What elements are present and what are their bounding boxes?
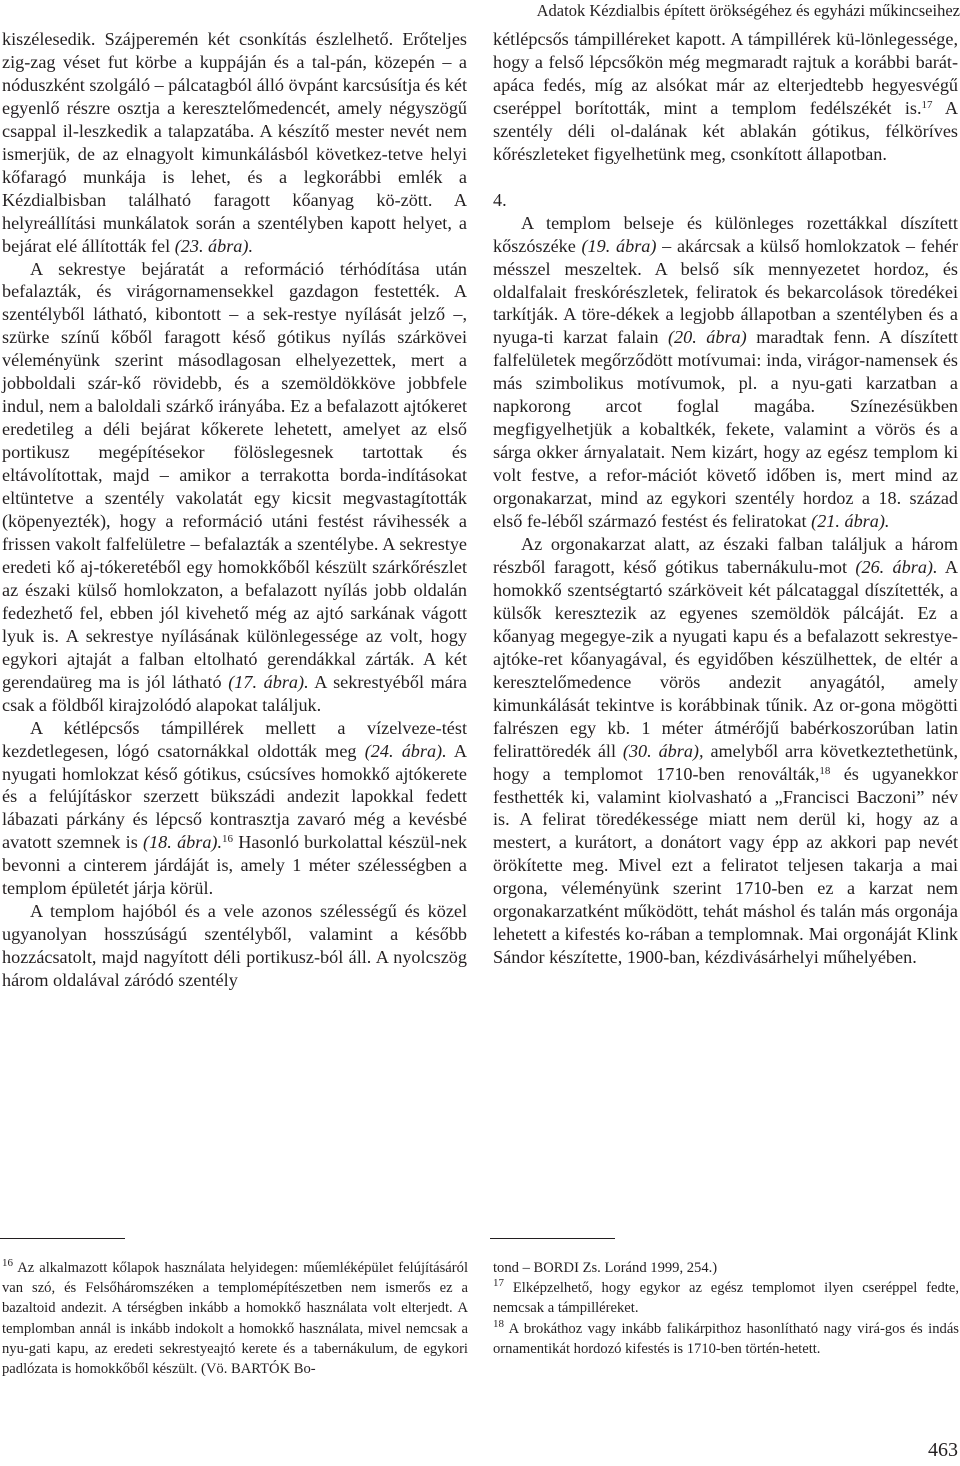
figure-reference: (26. ábra). (855, 556, 938, 577)
footnotes-right (493, 1258, 959, 1359)
footnote-number: 17 (493, 1277, 504, 1290)
paragraph: Az orgonakarzat alatt, az északi falban találjuk a három részből faragott, késő gótikus tabernákulu-mot (26. ábra). A homokkő szentségtartó szárköveit két pálcataggal díszítették, a külsők keresztezik az egyenes szemöldök pálcáját. Ez a kőanyag megegye-zik a nyugati kapu és a befalazott sekrestye-ajtóke-ret kőanyagával, és egyidőben készülhettek, de eltér a keresztelőmedence vörös andezit anyagától, amely kimunkálását tekintve is korábbinak tűnik. Az or-gona mögötti falrészen egy kb. 1 méter átmérőjű babérkoszorúban latin felirattöredék áll (30. ábra), amelyből arra következtethetünk, hogy a templomot 1710-ben renoválták,$^{18}$ és ugyanekkor festhették ki, valamint kiolvasható a „Francisci Baczoni” név is. A felirat töredékessége miatt nem derül ki, hogy az a mestert, a kurátort, a donátort vagy épp az akkori pap nevét örökítette meg. Mivel ezt a feliratot teljesen takarja a mai orgona, véleményünk szerint 1710-ben ez a karzat nem orgonakarzatként működött, tehát máshol és talán más orgonája lehetett a kifestés ko-rában a templomnak. Mai orgonáját Klink Sándor készítette, 1900-ban, kézdivásárhelyi műhelyében. (493, 534, 959, 968)
paragraph: kiszélesedik. Szájperemén két csonkítás észlelhető. Erőteljes zig-zag véset fut körbe a kuppáján és a tal-pán, közepén – a nóduszként szolgáló – pálcatagból álló övpánt karcsúsítja és két egyenlő részre osztja a keresztelőmedencét, amely négyszögű csappal il-leszkedik a talapzatába. A készítő mester nevét nem ismerjük, de az elnagyolt kimunkálásból következ-tetve helyi kőfaragó munkája is lehet, és a legkorábbi emlék a Kézdialbisban található faragott kőanyag kö-zött. A helyreállítási munkálatok során a szentélyben kapott helyet, a bejárat elé állították fel (23. ábra). (2, 29, 468, 256)
page-number: 463 (928, 1439, 958, 1461)
footnote-number: 16 (2, 1256, 13, 1269)
figure-reference: (18. ábra). (143, 832, 223, 853)
footnote-marker: 17 (921, 98, 933, 111)
footnote-18: $^{18}$ A brokáthoz vagy inkább falikárpithoz hasonlítható nagy virá-gos és indás ornamentikát hordozó kifestés is 1710-ben történ-hetett. (493, 1317, 959, 1357)
right-text-column (493, 28, 958, 969)
footnote-16-continued: tond – BORDI Zs. Loránd 1999, 254.) (493, 1260, 718, 1276)
figure-reference: (30. ábra), (622, 740, 704, 761)
figure-reference: (20. ábra) (667, 327, 747, 348)
paragraph: A templom belseje és különleges rozettákkal díszített kőszószéke (19. ábra) – akárcsak a külső homlokzatok – fehér mésszel meszeltek. A belső sík mennyezetet hordoz, és oldalfalait freskórészletek, feliratok és bekarcolások töredékei tarkítják. A töre-dékek a legjobb állapotban a szentélyben és a nyuga-ti karzat falain (20. ábra) maradtak fenn. A díszített falfelületek megőrződött motívumai: inda, virágor-namensek és más szimbolikus motívumok, pl. a nyu-gati karzatban a napkorong arcot foglal magába. Színezésükben megfigyelhetjük a kobaltkék, fekete, valamint a vörös és a sárga okker árnyalatait. Nem kizárt, hogy az egész templom ki volt festve, a refor-mációt követő időben is, mert mind az orgonakarzat, mind az egykori szentély hordoz a 18. század első fe-léből származó festést és feliratokat (21. ábra). (493, 212, 959, 532)
paragraph: kétlépcsős támpilléreket kapott. A támpillérek kü-lönlegessége, hogy a felső lépcsőkön még megmaradt rajtuk a korábbi barát-apáca fedés, míg az alsókat már az elterjedtebb hegyesvégű cseréppel borították, mint a templom fedélszékét is.$^{17}$ A szentély déli ol-dalának két ablakán gótikus, félköríves kőrészleteket figyelhetünk meg, csonkított állapotban. (493, 29, 959, 164)
footnotes-left (2, 1258, 468, 1379)
footnote-divider (0, 1238, 125, 1239)
footnote-number: 18 (493, 1317, 504, 1330)
footnote-marker: 16 (222, 833, 234, 846)
figure-reference: (23. ábra). (174, 235, 254, 256)
paragraph: A sekrestye bejáratát a reformáció térhódítása után befalazták, és virágornamensekkel gazdagon festették. A szentélyből látható, kibontott – a sek-restye nyílását jelző –, szürke színű kőből faragott késő gótikus nyílás szárkövei véleményünk szerint másodlagosan elhelyezettek, mert a jobboldali szár-kő rövidebb, és a szemöldökköve jobbfele indul, nem a baloldali szárkő irányába. Ez a befalazott ajtókeret eredetileg a déli bejárat kőkerete lehetett, amelyet az első portikusz megépítésekor fölöslegesnek tartottak és eltávolítottak, majd – amikor a terrakotta borda-indításokat eltüntetve a szentély vakolatát egy kicsit megvastagították (köpenyezték), hogy a reformáció utáni festést rávihessék a frissen vakolt falfelületre – befalazták a szentélybe. A sekrestye eredeti kő aj-tókeretéből egy homokkőből készült szárkőrészlet az északi külső homlokzaton, a befalazott nyílás jobb oldalán fedezhető fel, ebben jól kivehető még az ajtó sarkának vágott lyuk is. A sekrestye nyílásának különlegessége az volt, hogy egykori ajtaját a falban eltolható gerendákkal zárták. A két gerendaüreg ma is jól látható (17. ábra). A sekrestyéből mára csak a földből kirajzolódó alapokat találjuk. (2, 258, 468, 715)
section-number: 4. (493, 189, 507, 210)
footnote-16: $^{16}$ Az alkalmazott kőlapok használata helyidegen: műemléképület felújításáról van szó, és Felsőháromszéken a templomépítészetben nem ismerős ez a bazaltoid andezit. A térségben inkább a homokkő használata volt elterjedt. A templomban annál is inkább indokolt a homokkő használata, mivel nemcsak a nyu-gati kapu, az eredeti sekrestyeajtó kerete és a tabernákulum, de egykori padlózata is homokkőből készült. (Vö. BARTÓK Bo- (2, 1256, 468, 1378)
figure-reference: (21. ábra). (811, 511, 890, 532)
running-header: Adatok Kézdialbis épített örökségéhez és egyházi műkincseihez (536, 1, 960, 20)
footnote-17: $^{17}$ Elképzelhető, hogy egykor az egész templomot ilyen cseréppel fedte, nemcsak a támpilléreket. (493, 1277, 959, 1317)
footnote-divider (490, 1238, 615, 1239)
figure-reference: (17. ábra). (228, 671, 309, 692)
left-text-column (2, 28, 467, 992)
figure-reference: (19. ábra) (581, 235, 657, 256)
paragraph: A templom hajóból és a vele azonos szélességű és közel ugyanolyan hosszúságú szentélyből, valamint a később hozzácsatolt, majd nagyított déli portikusz-ból áll. A nyolcszög három oldalával záródó szentély (2, 901, 468, 991)
figure-reference: (24. ábra). (364, 740, 447, 761)
paragraph: A kétlépcsős támpillérek mellett a vízelveze-tést kezdetlegesen, lógó csatornákkal oldották meg (24. ábra). A nyugati homlokzat késő gótikus, csúcsíves homokkő ajtókerete és a felújításkor szerzett bükszádi andezit lapokkal fedett lábazati párkány és lépcső kontrasztja zavaró még a kevésbé avatott szemnek is (18. ábra).$^{16}$ Hasonló burkolattal készül-nek bevonni a cinterem járdáját is, amely 1 méter szélességben a templom épületét járja körül. (2, 717, 467, 899)
footnote-marker: 18 (819, 764, 831, 777)
